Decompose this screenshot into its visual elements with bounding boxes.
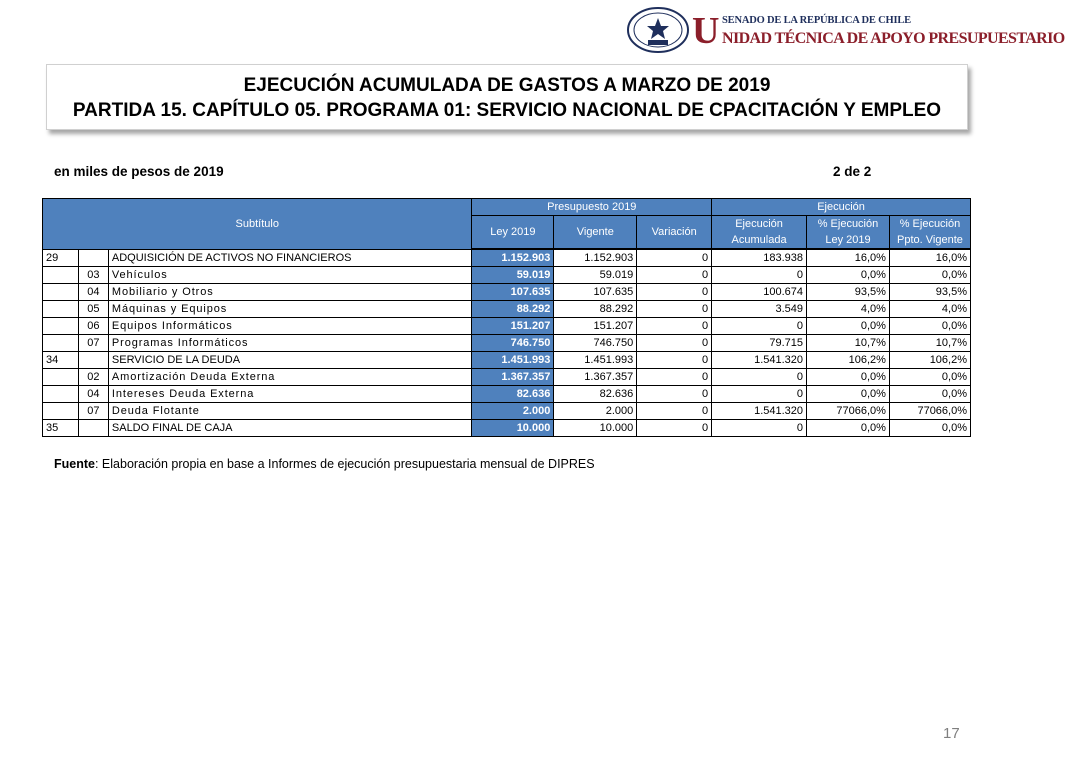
page-indicator: 2 de 2 bbox=[833, 164, 872, 179]
cell-ley: 107.635 bbox=[472, 283, 554, 300]
cell-item: 04 bbox=[78, 283, 108, 300]
cell-variacion: 0 bbox=[637, 419, 712, 436]
header-subtitulo: Subtítulo bbox=[43, 199, 472, 250]
cell-item: 05 bbox=[78, 300, 108, 317]
cell-ley: 151.207 bbox=[472, 317, 554, 334]
cell-variacion: 0 bbox=[637, 283, 712, 300]
cell-pct-ley: 0,0% bbox=[807, 266, 890, 283]
cell-pct-vig: 0,0% bbox=[889, 368, 970, 385]
table-row bbox=[43, 334, 971, 351]
cell-ley: 10.000 bbox=[472, 419, 554, 436]
cell-sub bbox=[43, 385, 79, 402]
senate-logo bbox=[626, 6, 1065, 56]
cell-item: 03 bbox=[78, 266, 108, 283]
cell-vigente: 2.000 bbox=[554, 402, 637, 419]
cell-name: Equipos Informáticos bbox=[108, 317, 472, 334]
cell-vigente: 151.207 bbox=[554, 317, 637, 334]
table-row bbox=[43, 419, 971, 436]
cell-variacion: 0 bbox=[637, 402, 712, 419]
table-row bbox=[43, 266, 971, 283]
cell-ley: 82.636 bbox=[472, 385, 554, 402]
cell-pct-ley: 10,7% bbox=[807, 334, 890, 351]
header-ejecucion: Ejecución bbox=[712, 199, 971, 216]
cell-ejec: 0 bbox=[712, 266, 807, 283]
units-label: en miles de pesos de 2019 bbox=[54, 164, 224, 179]
cell-sub bbox=[43, 368, 79, 385]
cell-variacion: 0 bbox=[637, 266, 712, 283]
cell-sub: 35 bbox=[43, 419, 79, 436]
cell-item: 07 bbox=[78, 334, 108, 351]
table-body bbox=[43, 249, 971, 436]
cell-variacion: 0 bbox=[637, 351, 712, 368]
cell-pct-ley: 0,0% bbox=[807, 317, 890, 334]
cell-item: 02 bbox=[78, 368, 108, 385]
cell-name: Programas Informáticos bbox=[108, 334, 472, 351]
header-pct-ley: % Ejecución Ley 2019 bbox=[807, 216, 890, 250]
logo-line-1: SENADO DE LA REPÚBLICA DE CHILE bbox=[722, 15, 911, 26]
cell-variacion: 0 bbox=[637, 249, 712, 266]
header-ejecucion-acumulada: Ejecución Acumulada bbox=[712, 216, 807, 250]
table-row bbox=[43, 300, 971, 317]
cell-name: Amortización Deuda Externa bbox=[108, 368, 472, 385]
cell-name: SERVICIO DE LA DEUDA bbox=[108, 351, 472, 368]
cell-pct-vig: 16,0% bbox=[889, 249, 970, 266]
cell-variacion: 0 bbox=[637, 334, 712, 351]
cell-item: 06 bbox=[78, 317, 108, 334]
cell-variacion: 0 bbox=[637, 385, 712, 402]
cell-vigente: 1.367.357 bbox=[554, 368, 637, 385]
cell-pct-ley: 16,0% bbox=[807, 249, 890, 266]
table-row bbox=[43, 317, 971, 334]
cell-ejec: 0 bbox=[712, 419, 807, 436]
cell-ejec: 100.674 bbox=[712, 283, 807, 300]
header-ley: Ley 2019 bbox=[472, 216, 554, 250]
cell-vigente: 88.292 bbox=[554, 300, 637, 317]
header-variacion: Variación bbox=[637, 216, 712, 250]
title-line-2: PARTIDA 15. CAPÍTULO 05. PROGRAMA 01: SERVICIO NACIONAL DE CPACITACIÓN Y EMPLEO bbox=[72, 100, 942, 121]
table-row bbox=[43, 368, 971, 385]
cell-ejec: 79.715 bbox=[712, 334, 807, 351]
cell-vigente: 1.451.993 bbox=[554, 351, 637, 368]
cell-ley: 88.292 bbox=[472, 300, 554, 317]
cell-item: 07 bbox=[78, 402, 108, 419]
source-text: : Elaboración propia en base a Informes de ejecución presupuestaria mensual de DIPRES bbox=[94, 457, 595, 471]
cell-pct-vig: 4,0% bbox=[889, 300, 970, 317]
cell-name: Mobiliario y Otros bbox=[108, 283, 472, 300]
source-label: Fuente bbox=[54, 457, 95, 471]
cell-ejec: 0 bbox=[712, 368, 807, 385]
cell-ejec: 0 bbox=[712, 317, 807, 334]
cell-variacion: 0 bbox=[637, 317, 712, 334]
cell-pct-ley: 0,0% bbox=[807, 419, 890, 436]
logo-initial: U bbox=[692, 10, 720, 52]
budget-table bbox=[42, 198, 971, 437]
cell-pct-ley: 0,0% bbox=[807, 385, 890, 402]
cell-vigente: 59.019 bbox=[554, 266, 637, 283]
cell-pct-vig: 93,5% bbox=[889, 283, 970, 300]
cell-name: ADQUISICIÓN DE ACTIVOS NO FINANCIEROS bbox=[108, 249, 472, 266]
cell-pct-ley: 77066,0% bbox=[807, 402, 890, 419]
table-row bbox=[43, 249, 971, 266]
cell-variacion: 0 bbox=[637, 300, 712, 317]
cell-pct-vig: 106,2% bbox=[889, 351, 970, 368]
cell-sub bbox=[43, 300, 79, 317]
cell-vigente: 82.636 bbox=[554, 385, 637, 402]
cell-ley: 59.019 bbox=[472, 266, 554, 283]
cell-vigente: 746.750 bbox=[554, 334, 637, 351]
cell-pct-ley: 93,5% bbox=[807, 283, 890, 300]
cell-ley: 2.000 bbox=[472, 402, 554, 419]
cell-sub bbox=[43, 334, 79, 351]
cell-pct-ley: 106,2% bbox=[807, 351, 890, 368]
cell-ley: 1.451.993 bbox=[472, 351, 554, 368]
cell-name: SALDO FINAL DE CAJA bbox=[108, 419, 472, 436]
header-pct-vigente: % Ejecución Ppto. Vigente bbox=[889, 216, 970, 250]
cell-pct-vig: 0,0% bbox=[889, 317, 970, 334]
cell-ejec: 1.541.320 bbox=[712, 402, 807, 419]
cell-name: Deuda Flotante bbox=[108, 402, 472, 419]
source-note bbox=[54, 457, 595, 471]
table-row bbox=[43, 283, 971, 300]
cell-name: Máquinas y Equipos bbox=[108, 300, 472, 317]
senate-seal-icon bbox=[626, 6, 690, 54]
table-row bbox=[43, 385, 971, 402]
title-line-1: EJECUCIÓN ACUMULADA DE GASTOS A MARZO DE 2019 bbox=[243, 75, 771, 96]
title-box bbox=[46, 64, 968, 130]
cell-pct-vig: 77066,0% bbox=[889, 402, 970, 419]
cell-ejec: 0 bbox=[712, 385, 807, 402]
cell-sub bbox=[43, 283, 79, 300]
page-number: 17 bbox=[943, 725, 960, 742]
header-vigente: Vigente bbox=[554, 216, 637, 250]
cell-pct-vig: 0,0% bbox=[889, 385, 970, 402]
cell-item bbox=[78, 419, 108, 436]
cell-vigente: 107.635 bbox=[554, 283, 637, 300]
cell-item bbox=[78, 249, 108, 266]
cell-ley: 1.367.357 bbox=[472, 368, 554, 385]
cell-pct-vig: 10,7% bbox=[889, 334, 970, 351]
cell-ley: 746.750 bbox=[472, 334, 554, 351]
logo-line-2: NIDAD TÉCNICA DE APOYO PRESUPUESTARIO bbox=[722, 30, 1065, 47]
cell-pct-ley: 4,0% bbox=[807, 300, 890, 317]
table-row bbox=[43, 402, 971, 419]
cell-sub: 29 bbox=[43, 249, 79, 266]
cell-pct-vig: 0,0% bbox=[889, 266, 970, 283]
cell-ley: 1.152.903 bbox=[472, 249, 554, 266]
cell-vigente: 10.000 bbox=[554, 419, 637, 436]
cell-sub bbox=[43, 402, 79, 419]
cell-name: Intereses Deuda Externa bbox=[108, 385, 472, 402]
cell-pct-vig: 0,0% bbox=[889, 419, 970, 436]
cell-sub bbox=[43, 266, 79, 283]
cell-variacion: 0 bbox=[637, 368, 712, 385]
cell-sub bbox=[43, 317, 79, 334]
cell-ejec: 3.549 bbox=[712, 300, 807, 317]
cell-ejec: 1.541.320 bbox=[712, 351, 807, 368]
cell-ejec: 183.938 bbox=[712, 249, 807, 266]
cell-name: Vehículos bbox=[108, 266, 472, 283]
cell-pct-ley: 0,0% bbox=[807, 368, 890, 385]
cell-vigente: 1.152.903 bbox=[554, 249, 637, 266]
table-row bbox=[43, 351, 971, 368]
header-presupuesto: Presupuesto 2019 bbox=[472, 199, 712, 216]
cell-item bbox=[78, 351, 108, 368]
cell-sub: 34 bbox=[43, 351, 79, 368]
cell-item: 04 bbox=[78, 385, 108, 402]
